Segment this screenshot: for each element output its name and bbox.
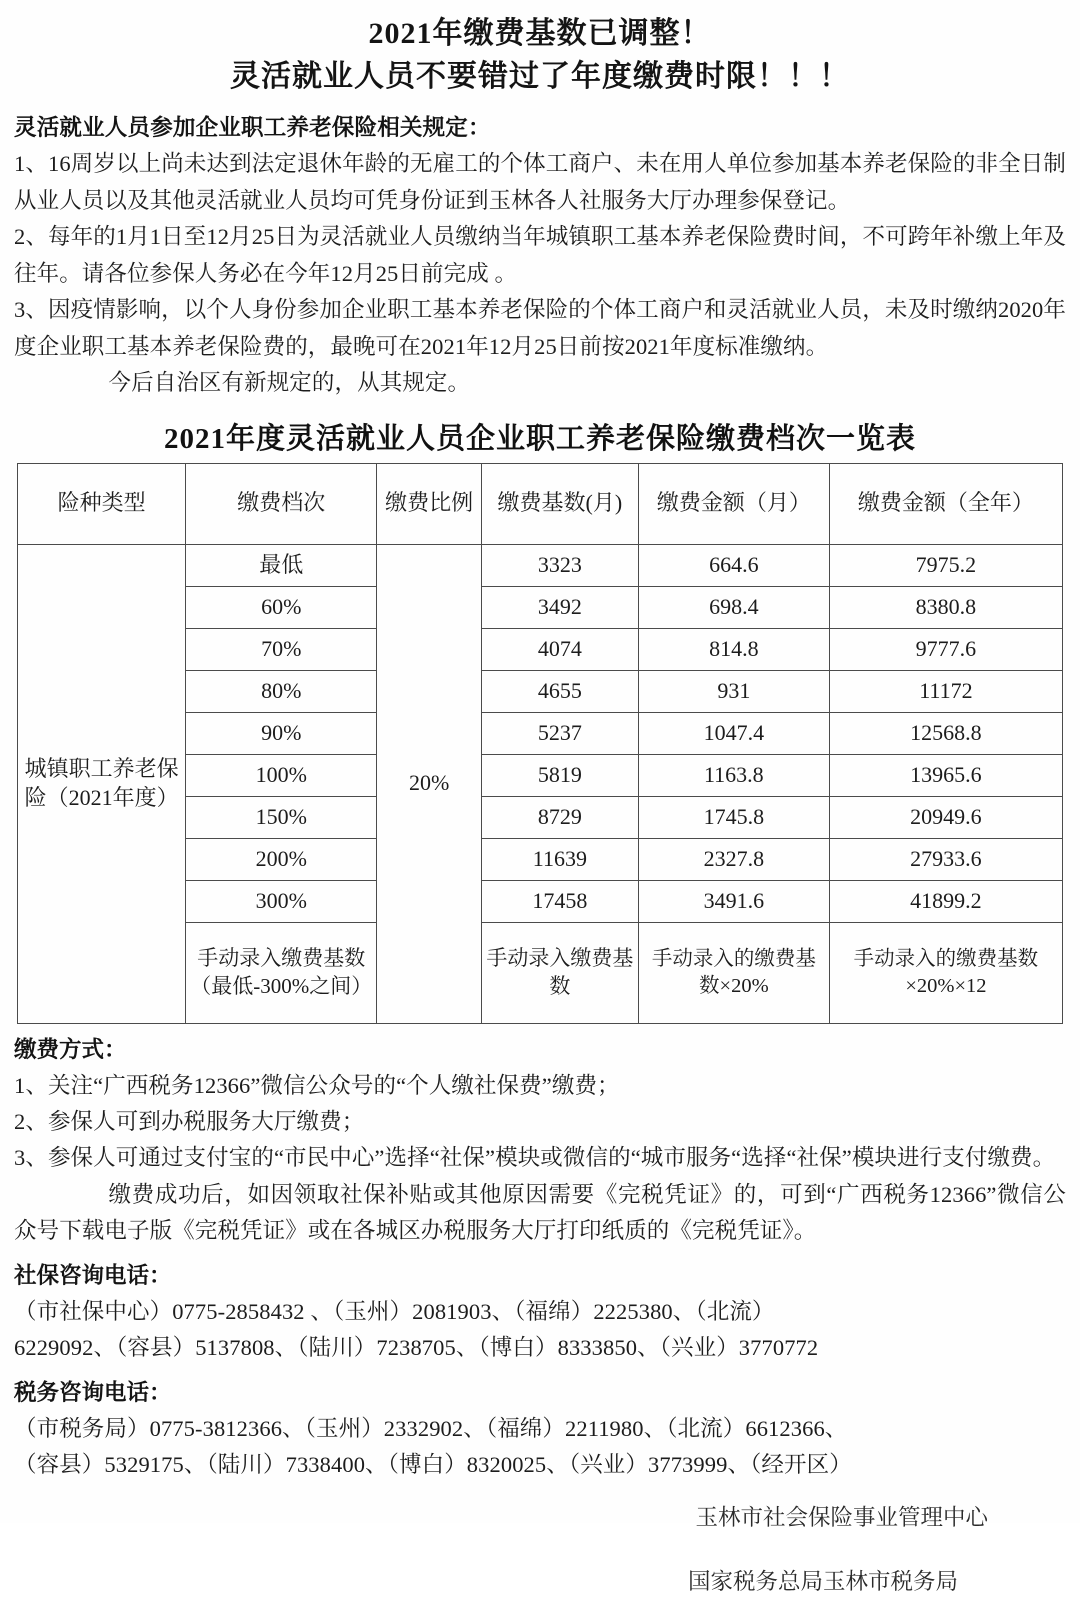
tax-phones-heading: 税务咨询电话：	[14, 1379, 172, 1405]
signature-social-insurance-center: 玉林市社会保险事业管理中心	[695, 1505, 988, 1531]
cell-tier: 最低	[186, 544, 377, 586]
social-security-phones-heading: 社保咨询电话：	[14, 1262, 172, 1288]
tax-phones-line-1: （市税务局）0775-3812366、（玉州）2332902、（福绵）2211980、（北流）6612366、	[14, 1415, 848, 1441]
intro-note: 今后自治区有新规定的，从其规定。	[108, 370, 471, 396]
payment-item-2: 2、参保人可到办税服务大厅缴费；	[14, 1108, 365, 1134]
payment-item-3: 3、参保人可通过支付宝的“市民中心”选择“社保”模块或微信的“城市服务“选择“社保”模块进行支付缴费。	[14, 1145, 1056, 1171]
header-ratio: 缴费比例	[377, 463, 482, 544]
header-amount-monthly: 缴费金额（月）	[638, 463, 829, 544]
payment-methods-section	[14, 1032, 1066, 1250]
cell-amount-annual: 11172	[829, 670, 1062, 712]
social-security-phones-line-2: 6229092、（容县）5137808、（陆川）7238705、（博白）8333850、（兴业）3770772	[14, 1335, 819, 1361]
cell-amount-annual: 7975.2	[829, 544, 1062, 586]
intro-item-3: 3、因疫情影响，以个人身份参加企业职工基本养老保险的个体工商户和灵活就业人员，未及时缴纳2020年度企业职工基本养老保险费的，最晚可在2021年12月25日前按2021年度标准缴纳。	[14, 297, 1066, 359]
header-base-monthly: 缴费基数(月)	[481, 463, 638, 544]
tax-phones-line-2: （容县）5329175、（陆川）7338400、（博白）8320025、（兴业）3773999、（经开区）	[14, 1452, 852, 1477]
social-security-phones-section	[14, 1258, 1066, 1367]
cell-amount-annual: 9777.6	[829, 628, 1062, 670]
cell-amount-monthly: 2327.8	[638, 838, 829, 880]
intro-section	[14, 110, 1066, 402]
payment-methods-heading: 缴费方式：	[14, 1036, 127, 1062]
cell-amount-annual: 27933.6	[829, 838, 1062, 880]
cell-tier: 70%	[186, 628, 377, 670]
contribution-tier-table	[17, 463, 1063, 1024]
header-tier: 缴费档次	[186, 463, 377, 544]
cell-tier: 80%	[186, 670, 377, 712]
cell-amount-monthly: 1745.8	[638, 796, 829, 838]
header-amount-annual: 缴费金额（全年）	[829, 463, 1062, 544]
cell-contribution-ratio: 20%	[377, 544, 482, 1023]
cell-amount-monthly: 1163.8	[638, 754, 829, 796]
cell-insurance-category: 城镇职工养老保险（2021年度）	[18, 544, 186, 1023]
table-row	[18, 544, 1063, 586]
cell-base: 4074	[481, 628, 638, 670]
cell-base: 4655	[481, 670, 638, 712]
cell-base: 11639	[481, 838, 638, 880]
cell-base: 3323	[481, 544, 638, 586]
cell-tier: 300%	[186, 880, 377, 922]
cell-tier: 200%	[186, 838, 377, 880]
cell-amount-annual: 13965.6	[829, 754, 1062, 796]
cell-amount-annual: 41899.2	[829, 880, 1062, 922]
cell-base: 17458	[481, 880, 638, 922]
cell-amount-monthly: 931	[638, 670, 829, 712]
cell-amount-monthly: 814.8	[638, 628, 829, 670]
intro-lead: 灵活就业人员参加企业职工养老保险相关规定：	[14, 115, 491, 140]
tax-phones-section	[14, 1375, 1066, 1484]
cell-amount-monthly: 664.6	[638, 544, 829, 586]
cell-amount-annual-manual: 手动录入的缴费基数×20%×12	[829, 922, 1062, 1023]
cell-tier: 90%	[186, 712, 377, 754]
header-insurance-type: 险种类型	[18, 463, 186, 544]
cell-base: 5237	[481, 712, 638, 754]
cell-tier: 150%	[186, 796, 377, 838]
table-title: 2021年度灵活就业人员企业职工养老保险缴费档次一览表	[163, 422, 916, 455]
cell-amount-annual: 8380.8	[829, 586, 1062, 628]
intro-item-2: 2、每年的1月1日至12月25日为灵活就业人员缴纳当年城镇职工基本养老保险费时间，不可跨年补缴上年及往年。请各位参保人务必在今年12月25日前完成 。	[14, 224, 1066, 286]
cell-base-manual: 手动录入缴费基数	[481, 922, 638, 1023]
intro-item-1: 1、16周岁以上尚未达到法定退休年龄的无雇工的个体工商户、未在用人单位参加基本养老保险的非全日制从业人员以及其他灵活就业人员均可凭身份证到玉林各人社服务大厅办理参保登记。	[14, 151, 1066, 213]
cell-amount-monthly: 3491.6	[638, 880, 829, 922]
cell-tier-manual: 手动录入缴费基数（最低-300%之间）	[186, 922, 377, 1023]
cell-base: 5819	[481, 754, 638, 796]
payment-note: 缴费成功后，如因领取社保补贴或其他原因需要《完税凭证》的，可到“广西税务12366”微信公众号下载电子版《完税凭证》或在各城区办税服务大厅打印纸质的《完税凭证》。	[14, 1181, 1066, 1244]
cell-base: 3492	[481, 586, 638, 628]
payment-item-1: 1、关注“广西税务12366”微信公众号的“个人缴社保费”缴费；	[14, 1072, 620, 1098]
table-header-row	[18, 463, 1063, 544]
cell-amount-monthly-manual: 手动录入的缴费基数×20%	[638, 922, 829, 1023]
signature-block	[14, 1501, 1066, 1599]
page-title-line-2: 灵活就业人员不要错过了年度缴费时限！！！	[230, 59, 850, 93]
social-security-phones-line-1: （市社保中心）0775-2858432 、（玉州）2081903、（福绵）2225380、（北流）	[14, 1298, 775, 1324]
cell-amount-monthly: 698.4	[638, 586, 829, 628]
cell-amount-annual: 12568.8	[829, 712, 1062, 754]
cell-amount-annual: 20949.6	[829, 796, 1062, 838]
cell-tier: 100%	[186, 754, 377, 796]
cell-tier: 60%	[186, 586, 377, 628]
cell-base: 8729	[481, 796, 638, 838]
page-title-line-1: 2021年缴费基数已调整！	[368, 17, 712, 50]
cell-amount-monthly: 1047.4	[638, 712, 829, 754]
signature-tax-bureau: 国家税务总局玉林市税务局	[687, 1569, 958, 1595]
